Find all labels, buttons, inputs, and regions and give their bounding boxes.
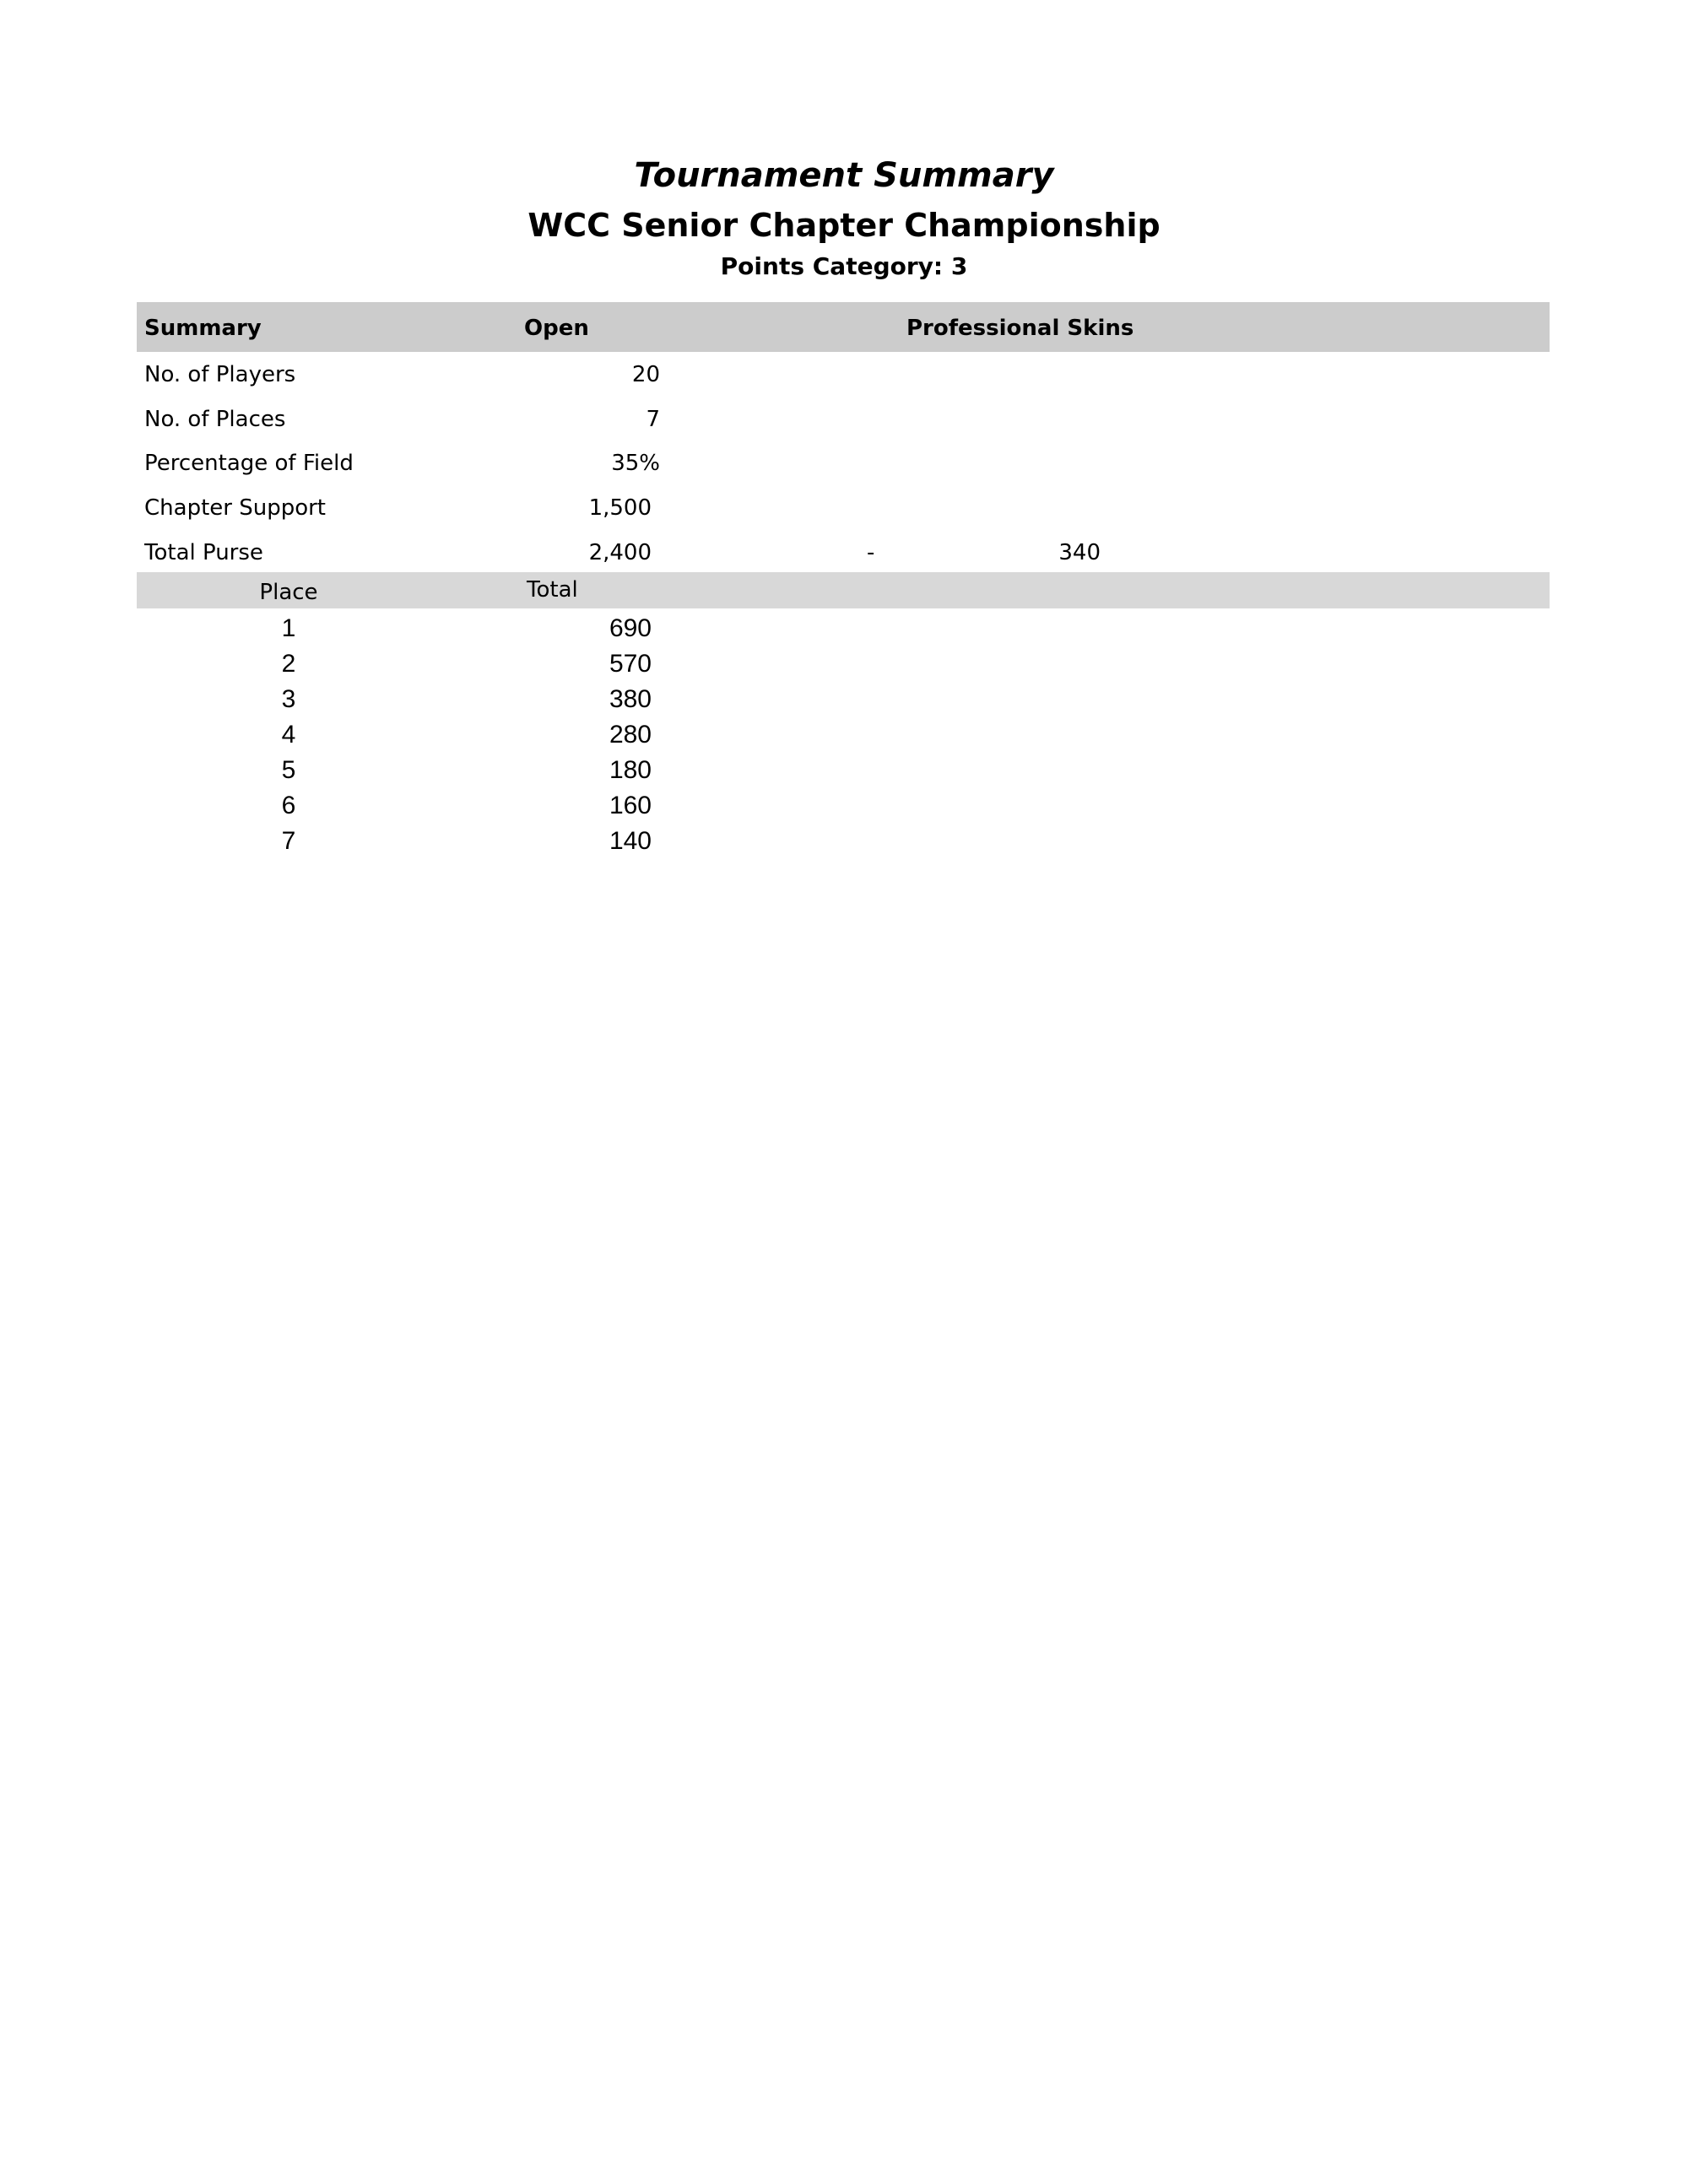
- place-value: 6: [281, 792, 296, 819]
- place-value: 3: [281, 685, 296, 713]
- place-value: 5: [281, 756, 296, 784]
- total-value: 280: [609, 721, 652, 749]
- place-value: 4: [281, 721, 296, 749]
- open-column-header: Open: [524, 316, 589, 341]
- total-value: 570: [609, 650, 652, 678]
- summary-column-header: Summary: [144, 316, 262, 341]
- place-value: 7: [281, 827, 296, 855]
- open-value: 35%: [611, 451, 660, 476]
- total-value: 380: [609, 685, 652, 713]
- total-value: 180: [609, 756, 652, 784]
- dash-value: -: [867, 540, 875, 565]
- total-value: 160: [609, 792, 652, 819]
- row-label: No. of Places: [144, 407, 286, 432]
- row-label: Total Purse: [144, 540, 263, 565]
- professional-skins-column-header: Professional Skins: [906, 316, 1134, 341]
- open-value: 1,500: [588, 495, 652, 521]
- place-column-header: Place: [259, 580, 318, 605]
- place-header-band: [137, 572, 1550, 608]
- open-value: 2,400: [588, 540, 652, 565]
- skins-value: 340: [1058, 540, 1101, 565]
- summary-header-band: [137, 302, 1550, 352]
- open-value: 7: [646, 407, 660, 432]
- row-label: Chapter Support: [144, 495, 326, 521]
- total-value: 690: [609, 614, 652, 642]
- place-value: 1: [281, 614, 296, 642]
- row-label: Percentage of Field: [144, 451, 354, 476]
- total-column-header: Total: [527, 577, 578, 603]
- total-value: 140: [609, 827, 652, 855]
- place-value: 2: [281, 650, 296, 678]
- event-name: WCC Senior Chapter Championship: [528, 207, 1160, 244]
- points-category: Points Category: 3: [720, 252, 968, 280]
- row-label: No. of Players: [144, 362, 296, 387]
- page-title: Tournament Summary: [634, 156, 1054, 195]
- open-value: 20: [631, 362, 660, 387]
